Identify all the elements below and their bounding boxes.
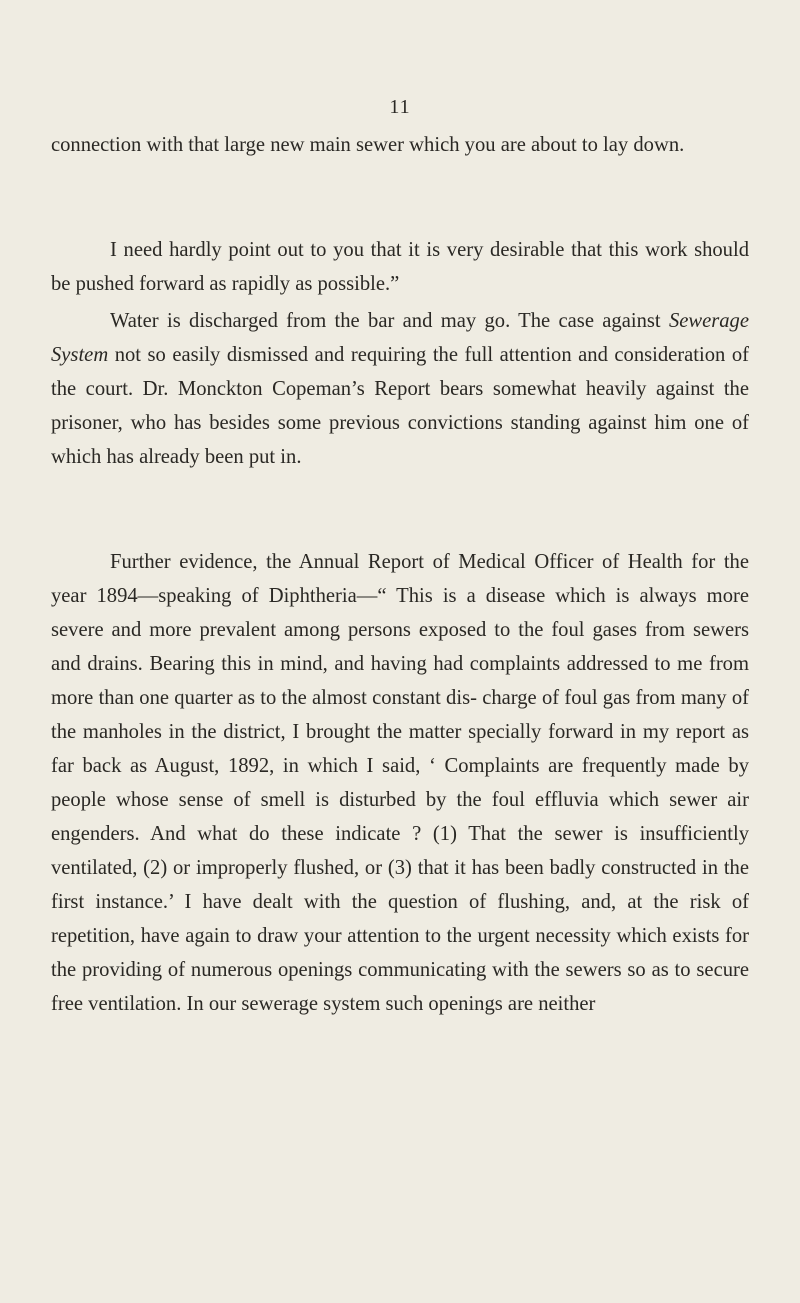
paragraph-3 (51, 304, 749, 474)
case-name-italic: Sewerage System (51, 310, 749, 366)
paragraph-4-text: Further evidence, the Annual Report of Medical Officer of Health for the year 1894—speaking of Diphtheria—“ This is a disease which is always more severe and more prevalent among persons exposed to the foul gases from sewers and drains. Bearing this in mind, and having had complaints addressed to me from more than one quarter as to the almost constant dis- charge of foul gas from many of the manholes in the district, I brought the matter specially forward in my report as far back as August, 1892, in which I said, ‘ Complaints are frequently made by people whose sense of smell is disturbed by the foul effluvia which sewer air engenders. And what do these indicate ? (1) That the sewer is insufficiently ventilated, (2) or improperly flushed, or (3) that it has been badly constructed in the first instance.’ I have dealt with the question of flushing, and, at the risk of repetition, have again to draw your attention to the urgent necessity which exists for the providing of numerous openings communicating with the sewers so as to secure free ventilation. In our sewerage system such openings are neither (51, 551, 749, 1015)
paragraph-1 (51, 128, 749, 162)
paragraph-2-text: I need hardly point out to you that it is very desirable that this work should be pushed forward as rapidly as possible.” (51, 239, 749, 295)
paragraph-3-lead: Water is discharged from the bar and may go. The case against (110, 310, 669, 332)
paragraph-3-rest: not so easily dismissed and requiring the full attention and consideration of the court. Dr. Monckton Copeman’s Report bears somewhat heavily against the prisoner, who has besides some previous convictions standing against him one of which has already been put in. (51, 344, 749, 468)
page-number: 11 (389, 96, 411, 118)
paragraph-2 (51, 233, 749, 301)
paragraph-3-text (51, 304, 749, 474)
paragraph-1-text: connection with that large new main sewer which you are about to lay down. (51, 134, 685, 156)
paragraph-4 (51, 545, 749, 1021)
